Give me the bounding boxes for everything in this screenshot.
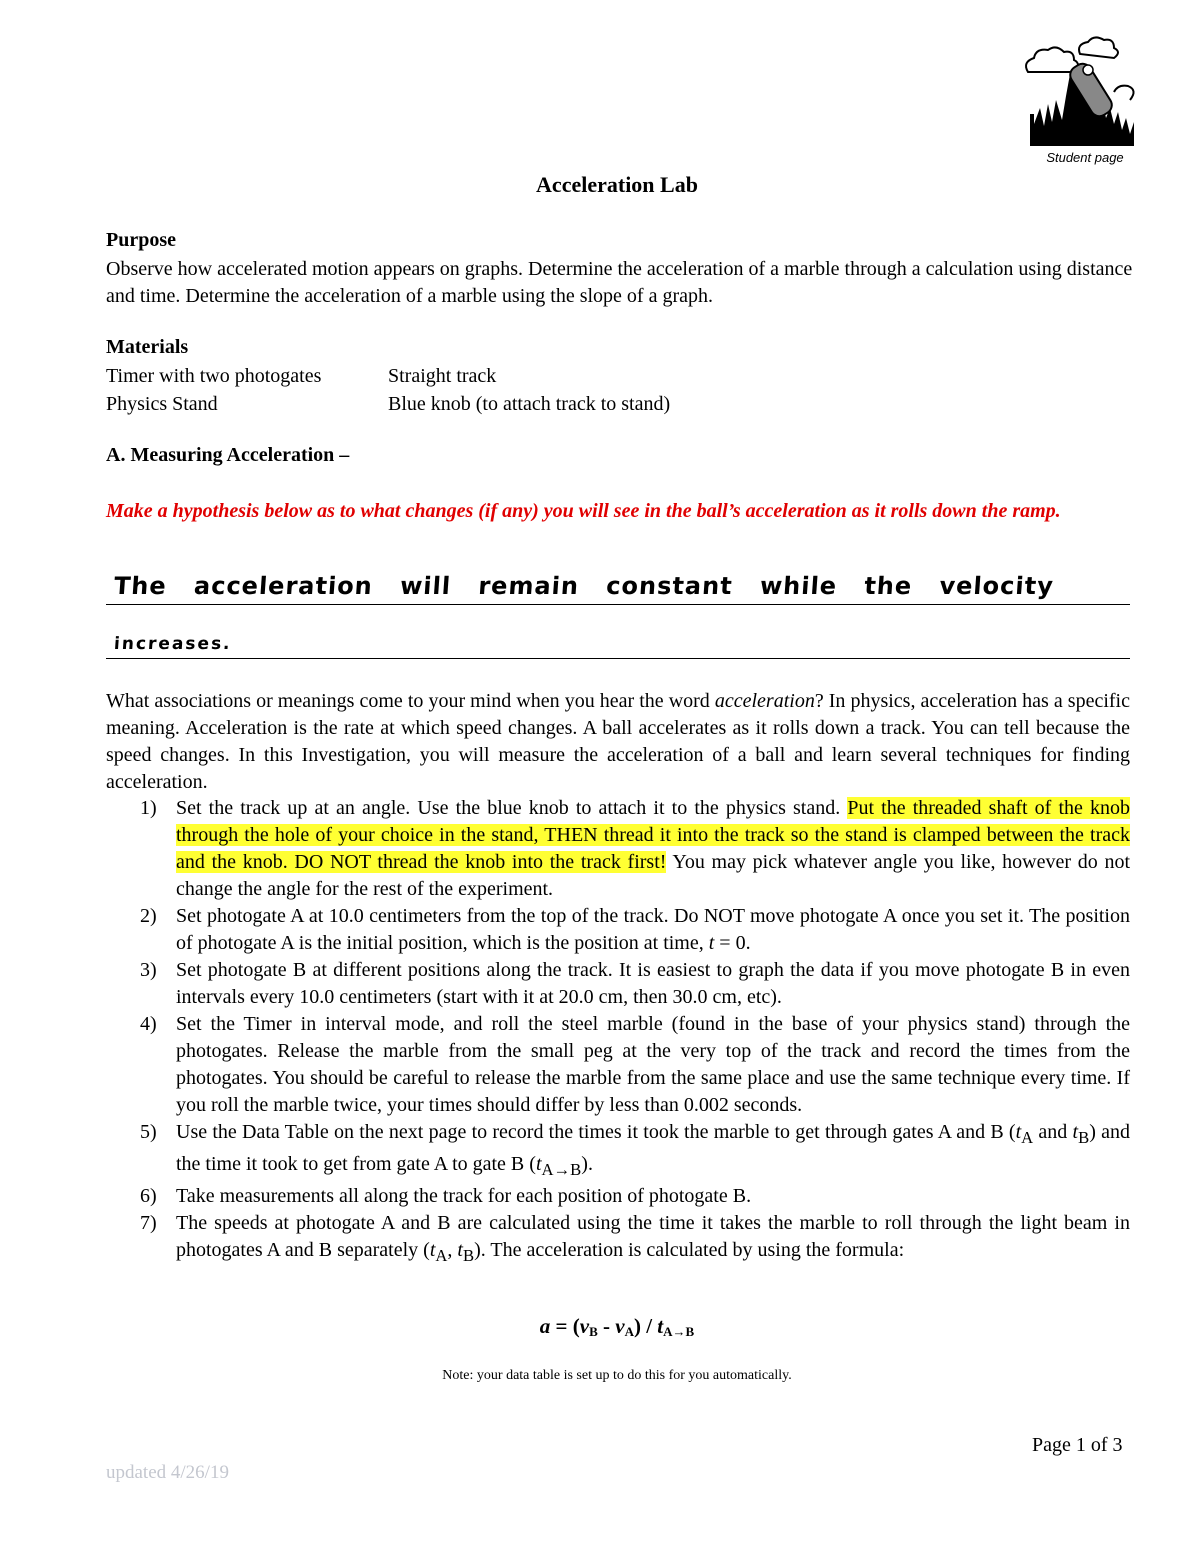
italic-term: acceleration [714, 690, 815, 712]
acceleration-formula: $a = (v_B - v_A) / t_{A\to B}$ [539, 1314, 695, 1339]
material-item: Blue knob (to attach track to stand) [388, 393, 671, 415]
handwritten-answer-line-1: The acceleration will remain constant while the velocity [113, 572, 1055, 600]
material-item: Physics Stand [106, 393, 218, 415]
section-a-heading: A. Measuring Acceleration – [106, 444, 350, 466]
material-item: Timer with two photogates [106, 365, 322, 387]
page-number: Page 1 of 3 [1032, 1434, 1123, 1456]
hypothesis-prompt: Make a hypothesis below as to what changes (if any) you will see in the ball’s acceleration as it rolls down the ramp. [106, 500, 1061, 522]
materials-row [106, 391, 906, 418]
material-item: Straight track [388, 365, 497, 387]
answer-line [106, 658, 1130, 659]
list-item: 4) Set the Timer in interval mode, and roll the steel marble (found in the base of your physics stand) through the photogates. Release the marble from the small peg at the very top of the track and record the times from the photogates. You should be careful to release the marble from the same place and use the same technique every time. If you roll the marble twice, your times should differ by less than 0.002 seconds. [140, 1013, 1130, 1116]
purpose-text: Observe how accelerated motion appears on graphs. Determine the acceleration of a marble through a calculation using distance and time. Determine the acceleration of a marble using the slope of a graph. [106, 258, 1133, 307]
answer-line [106, 604, 1130, 605]
formula-note: Note: your data table is set up to do this for you automatically. [442, 1368, 792, 1383]
page-title: Acceleration Lab [536, 172, 698, 197]
updated-date: updated 4/26/19 [106, 1462, 229, 1483]
intro-paragraph: What associations or meanings come to your mind when you hear the word acceleration? In physics, acceleration has a specific meaning. Acceleration is the rate at which speed changes. A ball accelerates as it rolls down a track. You can tell because the speed changes. In this Investigation, you will measure the acceleration of a ball and learn several techniques for finding acceleration. [106, 690, 1130, 793]
list-item: 1) Set the track up at an angle. Use the blue knob to attach it to the physics stand. Put the threaded shaft of the knob through the hole of your choice in the stand, THEN thread it into the track so the stand is clamped between the track and the knob. DO NOT thread the knob into the track first! You may pick whatever angle you like, however do not change the angle for the rest of the experiment. [140, 797, 1130, 900]
list-item: 7) The speeds at photogate A and B are calculated using the time it takes the marble to roll through the light beam in photogates A and B separately ($t_A$, $t_B$). The acceleration is calculated by using the formula: [140, 1212, 1130, 1265]
materials-row [106, 363, 906, 390]
city-skyline-marble-logo-icon [1018, 34, 1140, 150]
procedure-steps [106, 795, 1130, 1269]
handwritten-answer-line-2: increases. [113, 634, 233, 654]
logo-caption: Student page [1046, 150, 1124, 165]
list-item: 2) Set photogate A at 10.0 centimeters from the top of the track. Do NOT move photogate A once you set it. The position of photogate A is the initial position, which is the position at time, t = 0. [140, 905, 1130, 954]
purpose-heading: Purpose [106, 229, 176, 251]
list-item: 5) Use the Data Table on the next page to record the times it took the marble to get through gates A and B ($t_A$ and $t_B$) and the time it took to get from gate A to gate B $(t_{A\to B})$. [140, 1121, 1130, 1179]
list-item: 6) Take measurements all along the track for each position of photogate B. [140, 1185, 752, 1207]
materials-heading: Materials [106, 336, 189, 358]
list-item: 3) Set photogate B at different positions along the track. It is easiest to graph the data if you move photogate B in even intervals every 10.0 centimeters (start with it at 20.0 cm, then 30.0 cm, etc). [140, 959, 1130, 1008]
highlighted-text: Put the threaded shaft of the knob through the hole of your choice in the stand, THEN thread it into the track so the stand is clamped between the track and the knob. DO NOT thread the knob into the track first! [176, 797, 1130, 873]
